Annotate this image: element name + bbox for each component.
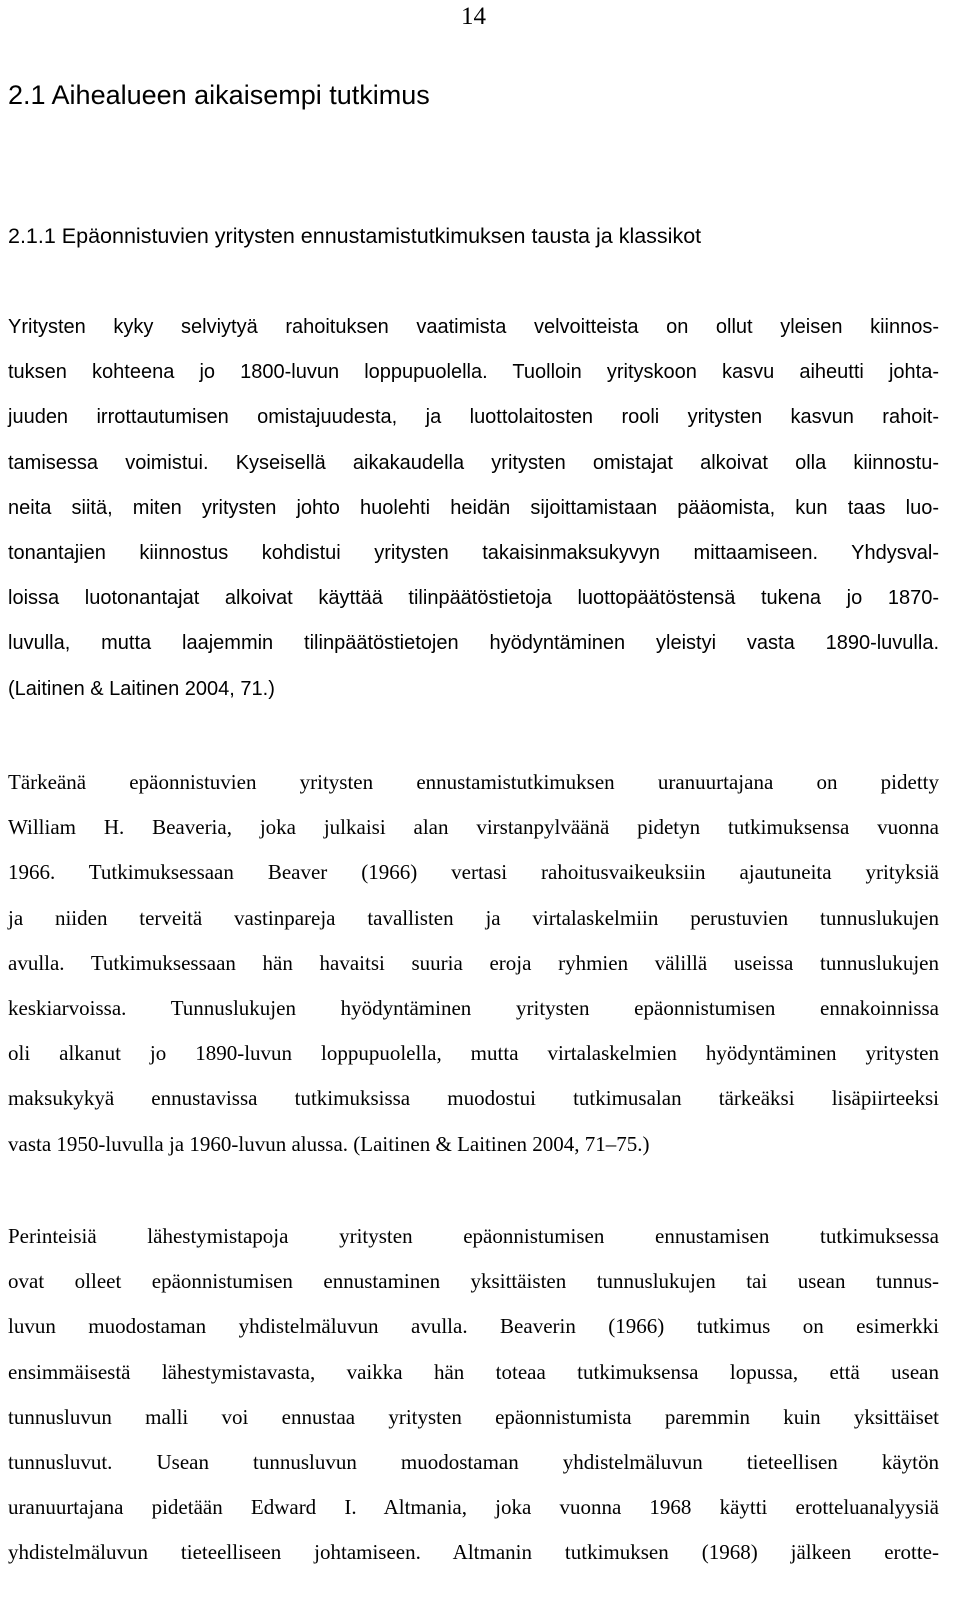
text-line: oli alkanut jo 1890-luvun loppupuolella, mutta virtalaskelmien hyödyntäminen yritysten xyxy=(8,1041,939,1066)
text-line: neita siitä, miten yritysten johto huolehti heidän sijoittamistaan pääomista, kun taas luo- xyxy=(8,496,939,519)
text-line: (Laitinen & Laitinen 2004, 71.) xyxy=(8,677,275,700)
text-line: ovat olleet epäonnistumisen ennustaminen yksittäisten tunnuslukujen tai usean tunnus- xyxy=(8,1269,939,1294)
text-line: 1966. Tutkimuksessaan Beaver (1966) vertasi rahoitusvaikeuksiin ajautuneita yrityksiä xyxy=(8,860,939,885)
paragraph-approaches xyxy=(8,1214,939,1576)
text-line: tunnusluvun malli voi ennustaa yritysten epäonnistumista paremmin kuin yksittäiset xyxy=(8,1404,939,1429)
text-line: William H. Beaveria, joka julkaisi alan virstanpylväänä pidetyn tutkimuksensa vuonna xyxy=(8,815,939,840)
subsection-heading: 2.1.1 Epäonnistuvien yritysten ennustamistutkimuksen tausta ja klassikot xyxy=(8,224,702,248)
text-line: tamisessa voimistui. Kyseisellä aikakaudella yritysten omistajat alkoivat olla kiinnostu- xyxy=(8,451,939,474)
text-line: avulla. Tutkimuksessaan hän havaitsi suuria eroja ryhmien välillä useissa tunnuslukujen xyxy=(8,950,939,975)
text-line: keskiarvoissa. Tunnuslukujen hyödyntäminen yritysten epäonnistumisen ennakoinnissa xyxy=(8,995,939,1020)
paragraph-history xyxy=(8,305,939,712)
text-line: luvun muodostaman yhdistelmäluvun avulla. Beaverin (1966) tutkimus on esimerkki xyxy=(8,1314,939,1339)
text-line: Tärkeänä epäonnistuvien yritysten ennustamistutkimuksen uranuurtajana on pidetty xyxy=(8,770,939,794)
text-line: ja niiden terveitä vastinpareja tavallisten ja virtalaskelmiin perustuvien tunnuslukujen xyxy=(8,905,939,930)
text-line: vasta 1950-luvulla ja 1960-luvun alussa. (Laitinen & Laitinen 2004, 71–75.) xyxy=(8,1131,650,1156)
text-line: yhdistelmäluvun tieteelliseen johtamiseen. Altmanin tutkimuksen (1968) jälkeen erotte- xyxy=(8,1540,939,1565)
text-line: tuksen kohteena jo 1800-luvun loppupuolella. Tuolloin yrityskoon kasvu aiheutti johta- xyxy=(8,361,939,384)
text-line: loissa luotonantajat alkoivat käyttää tilinpäätöstietoja luottopäätöstensä tukena jo 1870- xyxy=(8,587,939,610)
section-heading: 2.1 Aihealueen aikaisempi tutkimus xyxy=(8,80,430,110)
paragraph-beaver xyxy=(8,760,939,1167)
text-line: tonantajien kiinnostus kohdistui yritysten takaisinmaksukyvyn mittaamiseen. Yhdysval- xyxy=(8,541,939,564)
text-line: tunnusluvut. Usean tunnusluvun muodostaman yhdistelmäluvun tieteellisen käytön xyxy=(8,1449,939,1474)
text-line: maksukykyä ennustavissa tutkimuksissa muodostui tutkimusalan tärkeäksi lisäpiirteeksi xyxy=(8,1086,939,1111)
text-line: ensimmäisestä lähestymistavasta, vaikka hän toteaa tutkimuksensa lopussa, että usean xyxy=(8,1359,939,1384)
text-line: uranuurtajana pidetään Edward I. Altmania, joka vuonna 1968 käytti erotteluanalyysiä xyxy=(8,1495,939,1520)
text-line: juuden irrottautumisen omistajuudesta, ja luottolaitosten rooli yritysten kasvun rahoit- xyxy=(8,406,939,429)
page-number: 14 xyxy=(461,3,486,30)
text-line: luvulla, mutta laajemmin tilinpäätöstietojen hyödyntäminen yleistyi vasta 1890-luvulla. xyxy=(8,632,939,655)
text-line: Perinteisiä lähestymistapoja yritysten epäonnistumisen ennustamisen tutkimuksessa xyxy=(8,1224,939,1248)
text-line: Yritysten kyky selviytyä rahoituksen vaatimista velvoitteista on ollut yleisen kiinnos- xyxy=(8,316,939,338)
